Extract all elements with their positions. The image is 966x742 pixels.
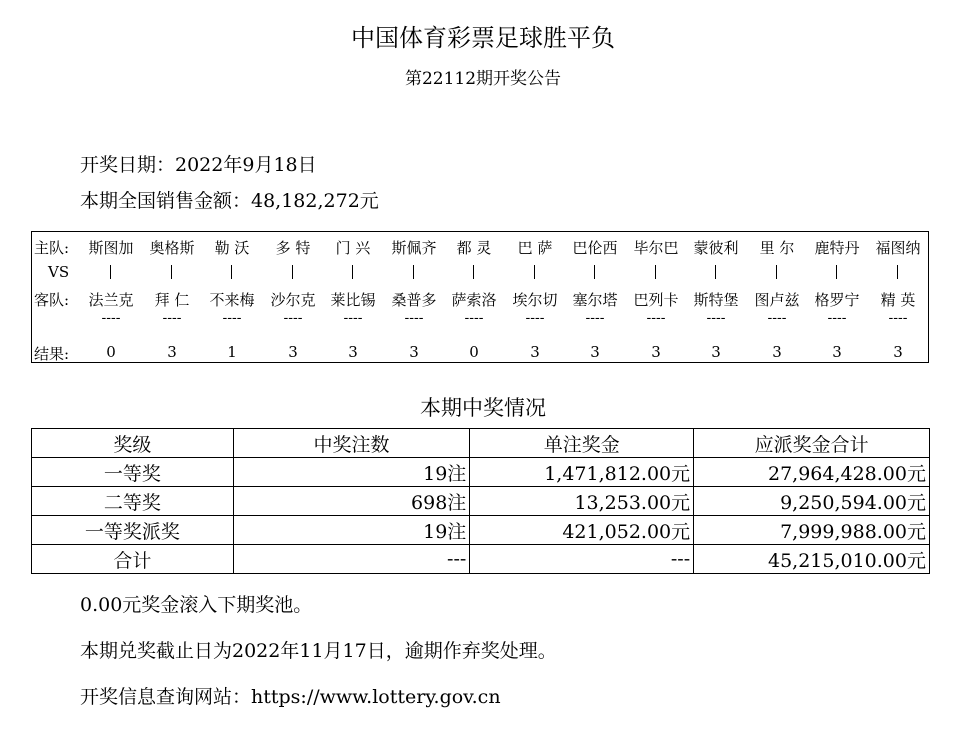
vs-divider <box>231 265 232 279</box>
vs-divider <box>655 265 656 279</box>
table-row <box>32 487 930 516</box>
home-team: 蒙彼利 <box>693 239 739 257</box>
away-team: 埃尔切 <box>512 291 558 309</box>
prize-table <box>31 428 930 574</box>
home-team: 多 特 <box>275 239 311 257</box>
away-team: 精 英 <box>880 291 916 309</box>
draw-date: 开奖日期：2022年9月18日 <box>80 154 317 176</box>
dash-separator: ---- <box>767 310 787 326</box>
match-column <box>505 232 565 362</box>
vs-divider <box>352 265 353 279</box>
header-count: 中奖注数 <box>233 429 470 458</box>
dash-separator: ---- <box>464 310 484 326</box>
match-result: 3 <box>288 343 298 361</box>
dash-separator: ---- <box>101 310 121 326</box>
match-result: 3 <box>590 343 600 361</box>
vs-divider <box>171 265 172 279</box>
match-table <box>31 231 929 363</box>
winner-count: 19注 <box>233 458 470 487</box>
total-prize: 27,964,428.00元 <box>694 458 930 487</box>
total-prize: 7,999,988.00元 <box>694 516 930 545</box>
away-team: 沙尔克 <box>270 291 316 309</box>
match-result: 3 <box>711 343 721 361</box>
away-team: 法兰克 <box>88 291 134 309</box>
home-team: 毕尔巴 <box>633 239 679 257</box>
dash-separator: ---- <box>404 310 424 326</box>
total-prize: 45,215,010.00元 <box>694 545 930 574</box>
away-team: 巴列卡 <box>633 291 679 309</box>
dash-separator: ---- <box>222 310 242 326</box>
match-result: 3 <box>832 343 842 361</box>
dash-separator: ---- <box>525 310 545 326</box>
away-team: 图卢兹 <box>754 291 800 309</box>
dash-separator: ---- <box>585 310 605 326</box>
dash-separator: ---- <box>343 310 363 326</box>
unit-prize: 421,052.00元 <box>470 516 694 545</box>
home-team: 斯佩齐 <box>391 239 437 257</box>
match-column <box>626 232 686 362</box>
unit-prize: --- <box>470 545 694 574</box>
away-team: 不来梅 <box>209 291 255 309</box>
match-result: 3 <box>893 343 903 361</box>
vs-divider <box>897 265 898 279</box>
away-team: 格罗宁 <box>814 291 860 309</box>
match-result: 0 <box>469 343 479 361</box>
away-team: 拜 仁 <box>154 291 190 309</box>
vs-divider <box>715 265 716 279</box>
total-prize: 9,250,594.00元 <box>694 487 930 516</box>
home-team: 里 尔 <box>759 239 795 257</box>
match-column <box>81 232 141 362</box>
vs-divider <box>110 265 111 279</box>
match-column <box>323 232 383 362</box>
rollover-note: 0.00元奖金滚入下期奖池。 <box>80 594 313 616</box>
away-row-label: 客队: <box>34 291 70 309</box>
match-column <box>747 232 807 362</box>
prize-level: 二等奖 <box>32 487 234 516</box>
winner-count: --- <box>233 545 470 574</box>
match-result: 0 <box>106 343 116 361</box>
table-row-total <box>32 545 930 574</box>
away-team: 斯特堡 <box>693 291 739 309</box>
header-level: 奖级 <box>32 429 234 458</box>
dash-separator: ---- <box>888 310 908 326</box>
unit-prize: 1,471,812.00元 <box>470 458 694 487</box>
match-column <box>807 232 867 362</box>
table-row <box>32 516 930 545</box>
table-row <box>32 458 930 487</box>
home-row-label: 主队: <box>34 239 70 257</box>
match-column <box>686 232 746 362</box>
match-column <box>868 232 928 362</box>
away-team: 莱比锡 <box>330 291 376 309</box>
match-column <box>565 232 625 362</box>
away-team: 桑普多 <box>391 291 437 309</box>
dash-separator: ---- <box>162 310 182 326</box>
home-team: 都 灵 <box>456 239 492 257</box>
away-team: 塞尔塔 <box>572 291 618 309</box>
match-result: 3 <box>530 343 540 361</box>
prize-section-title: 本期中奖情况 <box>420 396 546 420</box>
vs-divider <box>594 265 595 279</box>
vs-divider <box>413 265 414 279</box>
home-team: 巴 萨 <box>517 239 553 257</box>
prize-table-header <box>32 429 930 458</box>
dash-separator: ---- <box>706 310 726 326</box>
match-result: 3 <box>348 343 358 361</box>
home-team: 勒 沃 <box>214 239 250 257</box>
home-team: 斯图加 <box>88 239 134 257</box>
match-result: 1 <box>227 343 237 361</box>
result-row-label: 结果: <box>34 345 70 363</box>
match-result: 3 <box>772 343 782 361</box>
match-column <box>444 232 504 362</box>
home-team: 巴伦西 <box>572 239 618 257</box>
home-team: 奥格斯 <box>149 239 195 257</box>
dash-separator: ---- <box>283 310 303 326</box>
vs-divider <box>836 265 837 279</box>
home-team: 福图纳 <box>875 239 921 257</box>
match-column <box>263 232 323 362</box>
vs-divider <box>473 265 474 279</box>
dash-separator: ---- <box>827 310 847 326</box>
header-unit-prize: 单注奖金 <box>470 429 694 458</box>
prize-level: 一等奖 <box>32 458 234 487</box>
header-total-prize: 应派奖金合计 <box>694 429 930 458</box>
prize-level: 一等奖派奖 <box>32 516 234 545</box>
vs-row-label: VS <box>48 263 70 281</box>
home-team: 门 兴 <box>335 239 371 257</box>
match-column <box>202 232 262 362</box>
sales-amount: 本期全国销售金额：48,182,272元 <box>80 190 379 212</box>
match-column <box>384 232 444 362</box>
page-title: 中国体育彩票足球胜平负 <box>351 24 615 52</box>
vs-divider <box>292 265 293 279</box>
home-team: 鹿特丹 <box>814 239 860 257</box>
away-team: 萨索洛 <box>451 291 497 309</box>
winner-count: 698注 <box>233 487 470 516</box>
dash-separator: ---- <box>646 310 666 326</box>
match-result: 3 <box>409 343 419 361</box>
winner-count: 19注 <box>233 516 470 545</box>
match-column <box>142 232 202 362</box>
match-result: 3 <box>651 343 661 361</box>
website-note: 开奖信息查询网站：https://www.lottery.gov.cn <box>80 686 501 708</box>
prize-level: 合计 <box>32 545 234 574</box>
match-result: 3 <box>167 343 177 361</box>
deadline-note: 本期兑奖截止日为2022年11月17日，逾期作弃奖处理。 <box>80 640 557 662</box>
vs-divider <box>776 265 777 279</box>
vs-divider <box>534 265 535 279</box>
issue-subtitle: 第22112期开奖公告 <box>404 69 562 89</box>
unit-prize: 13,253.00元 <box>470 487 694 516</box>
